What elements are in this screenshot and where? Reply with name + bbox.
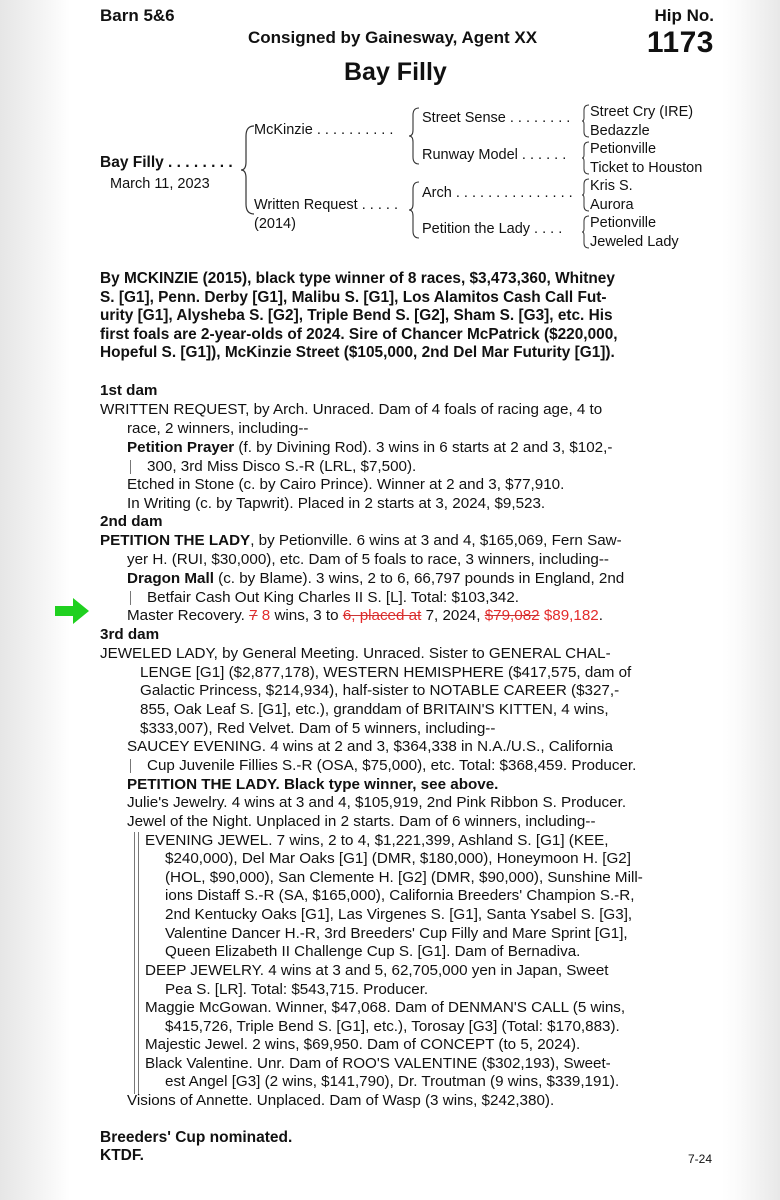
- text-run: .: [598, 607, 603, 624]
- first-dam-line: Etched in Stone (c. by Cairo Prince). Winner at 2 and 3, $77,910.: [127, 476, 565, 493]
- text-run: Master Recovery.: [127, 607, 250, 624]
- first-dam-line: In Writing (c. by Tapwrit). Placed in 2 starts at 3, 2024, $9,523.: [127, 495, 546, 512]
- third-dam-line: 855, Oak Leaf S. [G1], etc.), granddam of BRITAIN'S KITTEN, 4 wins,: [140, 701, 609, 718]
- first-dam-line: WRITTEN REQUEST, by Arch. Unraced. Dam of 4 foals of racing age, 4 to: [100, 401, 603, 418]
- third-dam-line: $415,726, Triple Bend S. [G1], etc.), Torosay [G3] (Total: $170,883).: [165, 1018, 620, 1035]
- consignor: Consigned by Gainesway, Agent XX: [248, 28, 538, 47]
- pedigree-sss: Street Cry (IRE): [590, 104, 694, 120]
- breeders-cup-nominated: Breeders' Cup nominated.: [100, 1129, 293, 1146]
- third-dam-line: DEEP JEWELRY. 4 wins at 3 and 5, 62,705,000 yen in Japan, Sweet: [145, 962, 609, 979]
- pedigree-sdd: Ticket to Houston: [590, 160, 703, 176]
- third-dam-line: Visions of Annette. Unplaced. Dam of Wasp (3 wins, $242,380).: [127, 1092, 555, 1109]
- first-dam-heading: 1st dam: [100, 382, 158, 399]
- third-dam-line: Galactic Princess, $214,934), half-sister to NOTABLE CAREER ($327,-: [140, 682, 620, 699]
- hip-label: Hip No.: [654, 6, 714, 25]
- third-dam-line: Queen Elizabeth II Challenge Cup S. [G1]. Dam of Bernadiva.: [165, 943, 581, 960]
- master-recovery-line: [127, 607, 603, 626]
- third-dam-line: (HOL, $90,000), San Clemente H. [G2] (DMR, $90,000), Sunshine Mill-: [165, 869, 643, 886]
- pedigree-sds: Petionville: [590, 141, 657, 157]
- third-dam-line: Valentine Dancer H.-R, 3rd Breeders' Cup Filly and Mare Sprint [G1],: [165, 925, 628, 942]
- sire-line: S. [G1], Penn. Derby [G1], Malibu S. [G1], Los Alamitos Cash Call Fut-: [100, 288, 607, 306]
- brace-icon: [408, 106, 422, 166]
- pedigree-dam-dam: Petition the Lady . . . .: [422, 221, 563, 237]
- produce-name: Dragon Mall: [127, 570, 214, 587]
- dam-name: PETITION THE LADY: [100, 532, 251, 549]
- correction-text: $89,182: [539, 607, 599, 624]
- third-dam-line: Maggie McGowan. Winner, $47,068. Dam of DENMAN'S CALL (5 wins,: [145, 999, 626, 1016]
- sire-line: urity [G1], Alysheba S. [G2], Triple Bend S. [G2], Sham S. [G3], etc. His: [100, 307, 613, 325]
- pedigree-dds: Petionville: [590, 215, 657, 231]
- pedigree-dam-sire: Arch . . . . . . . . . . . . . . .: [422, 185, 573, 201]
- pedigree-subject: Bay Filly . . . . . . . .: [100, 154, 233, 171]
- third-dam-line: Julie's Jewelry. 4 wins at 3 and 4, $105,919, 2nd Pink Ribbon S. Producer.: [127, 794, 627, 811]
- sire-paragraph: [100, 270, 715, 363]
- third-dam-line: PETITION THE LADY. Black type winner, see above.: [127, 776, 499, 793]
- sire-line: Hopeful S. [G1]), McKinzie Street ($105,000, 2nd Del Mar Futurity [G1]).: [100, 344, 615, 362]
- sire-line: first foals are 2-year-olds of 2024. Sire of Chancer McPatrick ($220,000,: [100, 325, 618, 343]
- green-arrow-icon: [55, 598, 89, 624]
- first-dam-line: race, 2 winners, including--: [127, 420, 309, 437]
- pedigree-sire-dam: Runway Model . . . . . .: [422, 147, 567, 163]
- text-run: wins, 3 to: [270, 607, 343, 624]
- catalog-page: [100, 0, 720, 1200]
- produce-name: Petition Prayer: [127, 439, 235, 456]
- third-dam-line: Pea S. [LR]. Total: $543,715. Producer.: [165, 981, 429, 998]
- third-dam-line: JEWELED LADY, by General Meeting. Unraced. Sister to GENERAL CHAL-: [100, 645, 611, 662]
- third-dam-line: $333,007), Red Velvet. Dam of 5 winners, including--: [140, 720, 496, 737]
- correction-text: 8: [257, 607, 271, 624]
- brace-icon: [408, 180, 422, 240]
- dam-text: , by Petionville. 6 wins at 3 and 4, $165,069, Fern Saw-: [250, 532, 622, 549]
- pedigree-dam-year: (2014): [254, 216, 296, 232]
- struck-text: $79,082: [484, 607, 540, 624]
- pedigree-ddd: Jeweled Lady: [590, 234, 679, 250]
- indent-bar: [130, 591, 131, 605]
- first-dam-line: [127, 439, 612, 458]
- page-right-edge: [722, 0, 780, 1200]
- second-dam-line: Betfair Cash Out King Charles II S. [L]. Total: $103,342.: [147, 589, 520, 606]
- pedigree-sire-sire: Street Sense . . . . . . . .: [422, 110, 571, 126]
- indent-bar: [138, 832, 139, 1094]
- barn-label: Barn 5&6: [100, 6, 175, 25]
- second-dam-line: [100, 532, 622, 551]
- third-dam-line: Black Valentine. Unr. Dam of ROO'S VALENTINE ($302,193), Sweet-: [145, 1055, 611, 1072]
- pedigree-dsd: Aurora: [590, 197, 634, 213]
- third-dam-line: Cup Juvenile Fillies S.-R (OSA, $75,000), etc. Total: $368,459. Producer.: [147, 757, 637, 774]
- page-code: 7-24: [687, 1152, 712, 1166]
- pedigree-dss: Kris S.: [590, 178, 633, 194]
- produce-text: (c. by Blame). 3 wins, 2 to 6, 66,797 pounds in England, 2nd: [213, 570, 625, 587]
- text-run: 7, 2024,: [421, 607, 485, 624]
- sire-line: By MCKINZIE (2015), black type winner of 8 races, $3,473,360, Whitney: [100, 270, 615, 287]
- third-dam-line: est Angel [G3] (2 wins, $141,790), Dr. Troutman (9 wins, $339,191).: [165, 1073, 620, 1090]
- produce-text: (f. by Divining Rod). 3 wins in 6 starts at 2 and 3, $102,-: [234, 439, 613, 456]
- indent-bar: [130, 759, 131, 773]
- struck-text: 7: [249, 607, 258, 624]
- foaled-date: March 11, 2023: [110, 176, 210, 192]
- struck-text: 6, placed at: [342, 607, 422, 624]
- third-dam-heading: 3rd dam: [100, 626, 160, 643]
- first-dam-line: 300, 3rd Miss Disco S.-R (LRL, $7,500).: [147, 458, 417, 475]
- second-dam-line: yer H. (RUI, $30,000), etc. Dam of 5 foals to race, 3 winners, including--: [127, 551, 609, 568]
- page-title: Bay Filly: [344, 58, 447, 86]
- second-dam-line: [127, 570, 624, 589]
- third-dam-line: Majestic Jewel. 2 wins, $69,950. Dam of CONCEPT (to 5, 2024).: [145, 1036, 581, 1053]
- indent-bar: [134, 832, 135, 1094]
- indent-bar: [130, 460, 131, 474]
- third-dam-line: $240,000), Del Mar Oaks [G1] (DMR, $180,000), Honeymoon H. [G2]: [165, 850, 631, 867]
- hip-number: 1173: [646, 26, 714, 59]
- pedigree-dam: Written Request . . . . .: [254, 197, 398, 213]
- second-dam-heading: 2nd dam: [100, 513, 163, 530]
- third-dam-line: EVENING JEWEL. 7 wins, 2 to 4, $1,221,399, Ashland S. [G1] (KEE,: [145, 832, 609, 849]
- third-dam-line: Jewel of the Night. Unplaced in 2 starts. Dam of 6 winners, including--: [127, 813, 596, 830]
- pedigree-ssd: Bedazzle: [590, 123, 650, 139]
- third-dam-line: SAUCEY EVENING. 4 wins at 2 and 3, $364,338 in N.A./U.S., California: [127, 738, 613, 755]
- pedigree-sire: McKinzie . . . . . . . . . .: [254, 122, 394, 138]
- third-dam-line: ions Distaff S.-R (SA, $165,000), California Breeders' Champion S.-R,: [165, 887, 635, 904]
- third-dam-line: 2nd Kentucky Oaks [G1], Las Virgenes S. [G1], Santa Ysabel S. [G3],: [165, 906, 633, 923]
- third-dam-line: LENGE [G1] ($2,877,178), WESTERN HEMISPHERE ($417,575, dam of: [140, 664, 632, 681]
- ktdf-label: KTDF.: [100, 1147, 144, 1164]
